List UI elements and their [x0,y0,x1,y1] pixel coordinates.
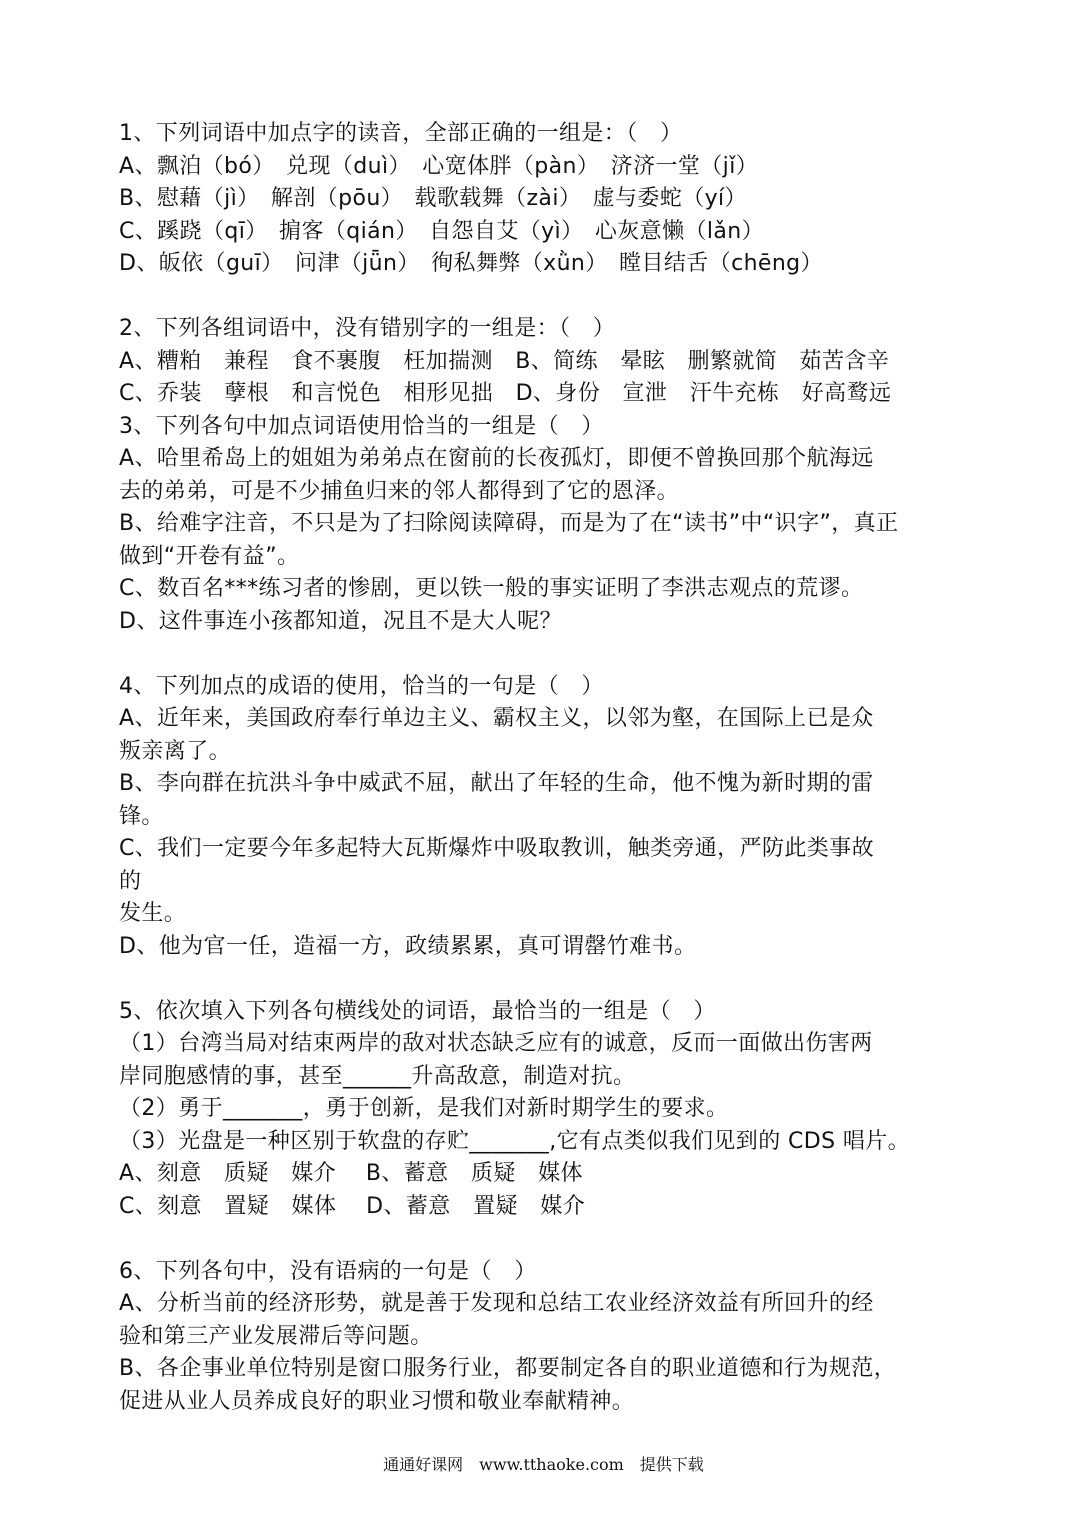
option-line: A、分析当前的经济形势，就是善于发现和总结工农业经济效益有所回升的经 [119,1291,874,1316]
option-line: 促进从业人员养成良好的职业习惯和敬业奉献精神。 [119,1388,635,1414]
option-line: A、哈里希岛上的姐姐为弟弟点在窗前的长夜孤灯，即便不曾换回那个航海远 [119,446,874,471]
question-1 [119,118,979,281]
option-line: 的 [119,868,142,894]
option-line: 锋。 [119,803,164,829]
option-line: D、这件事连小孩都知道，况且不是大人呢？ [119,608,562,634]
question-stem: 1、下列词语中加点字的读音，全部正确的一组是：（ ） [119,121,683,146]
exam-content [119,118,979,1418]
page-footer: 通通好课网 www.tthaoke.com 提供下载 [383,1455,704,1474]
question-stem: 2、下列各组词语中，没有错别字的一组是：（ ） [119,316,616,341]
option-line: C、我们一定要今年多起特大瓦斯爆炸中吸取教训，触类旁通，严防此类事故 [119,836,874,861]
option-line: 叛亲离了。 [119,738,232,764]
question-4 [119,671,979,964]
option-line: 去的弟弟，可是不少捕鱼归来的邻人都得到了它的恩泽。 [119,478,680,504]
question-stem: 5、依次填入下列各句横线处的词语，最恰当的一组是（ ） [119,998,716,1024]
option-line: B、李向群在抗洪斗争中威武不屈，献出了年轻的生命，他不愧为新时期的雷 [119,771,874,796]
option-line: （1）台湾当局对结束两岸的敌对状态缺乏应有的诚意，反而一面做出伤害两 [119,1031,873,1056]
option-line: A、刻意 质疑 媒介 B、蓄意 质疑 媒体 [119,1161,583,1186]
option-line: B、各企事业单位特别是窗口服务行业，都要制定各自的职业道德和行为规范， [119,1356,897,1381]
option-line: C、蹊跷（qī） 掮客（qián） 自怨自艾（yì） 心灰意懒（lǎn） [119,218,765,244]
option-line: D、他为官一任，造福一方，政绩累累，真可谓罄竹难书。 [119,933,697,959]
option-line: C、乔装 孽根 和言悦色 相形见拙 D、身份 宣泄 汗牛充栋 好高鹜远 [119,381,892,406]
question-2 [119,313,979,411]
option-line: A、飘泊（bó） 兑现（duì） 心宽体胖（pàn） 济济一堂（jǐ） [119,153,759,179]
question-stem: 3、下列各句中加点词语使用恰当的一组是（ ） [119,413,604,439]
option-line: （3）光盘是一种区别于软盘的存贮_______,它有点类似我们见到的 CDS 唱片。 [119,1128,911,1154]
option-line: C、刻意 置疑 媒体 D、蓄意 置疑 媒介 [119,1193,586,1219]
option-line: A、糟粕 兼程 食不裹腹 枉加揣测 B、简练 晕眩 删繁就简 茹苦含辛 [119,348,890,374]
option-line: 验和第三产业发展滞后等问题。 [119,1323,433,1349]
question-6 [119,1256,979,1419]
question-3 [119,411,979,639]
option-line: 发生。 [119,901,187,926]
option-line: A、近年来，美国政府奉行单边主义、霸权主义，以邻为壑，在国际上已是众 [119,706,874,731]
option-line: D、皈依（guī） 问津（jǖn） 徇私舞弊（xǜn） 瞠目结舌（chēng） [119,251,823,276]
question-stem: 4、下列加点的成语的使用，恰当的一句是（ ） [119,673,604,699]
option-line: C、数百名***练习者的惨剧，更以铁一般的事实证明了李洪志观点的荒谬。 [119,576,864,601]
option-line: B、给难字注音，不只是为了扫除阅读障碍，而是为了在“读书”中“识字”，真正 [119,511,899,536]
option-line: 做到“开卷有益”。 [119,543,300,569]
question-5 [119,996,979,1224]
option-line: B、慰藉（jì） 解剖（pōu） 载歌载舞（zài） 虚与委蛇（yí） [119,186,747,211]
question-stem: 6、下列各句中，没有语病的一句是（ ） [119,1258,537,1284]
option-line: 岸同胞感情的事，甚至______升高敌意，制造对抗。 [119,1063,636,1089]
option-line: （2）勇于_______，勇于创新，是我们对新时期学生的要求。 [119,1096,729,1121]
